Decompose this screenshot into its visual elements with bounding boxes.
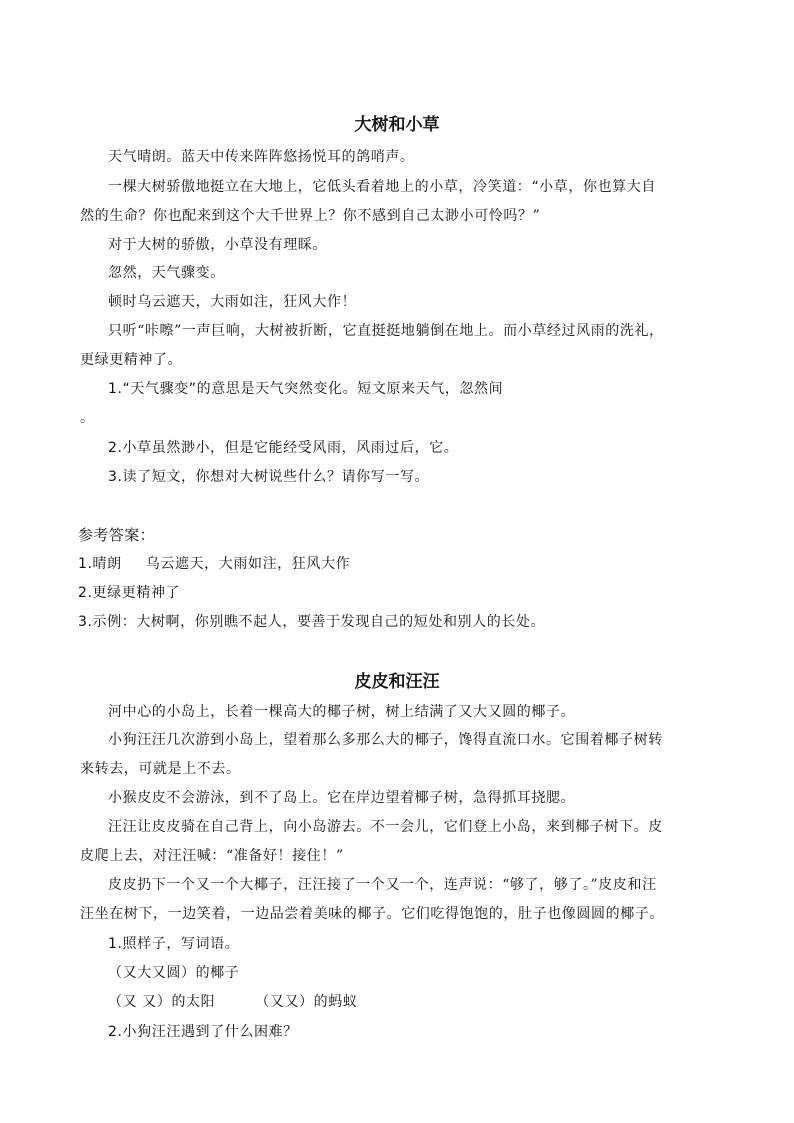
story2-question: 2.小狗汪汪遇到了什么困难？ (108, 1024, 298, 1040)
story2-paragraph: 汪汪让皮皮骑在自己背上，向小岛游去。不一会儿，它们登上小岛，来到椰子树下。皮 (108, 819, 663, 835)
answers-heading: 参考答案： (78, 526, 156, 544)
story2-paragraph: 皮爬上去，对汪汪喊：“准备好！接住！” (80, 848, 344, 864)
story2-paragraph: 来转去，可就是上不去。 (80, 761, 241, 777)
story2-paragraph: 皮皮扔下一个又一个大椰子，汪汪接了一个又一个，连声说：“够了，够了。”皮皮和汪 (108, 877, 657, 893)
story1-paragraph: 一棵大树骄傲地挺立在大地上，它低头看着地上的小草，冷笑道：“小草，你也算大自 (108, 179, 656, 195)
story2-blank: （又 又）的太阳 (108, 994, 216, 1010)
story1-question: 2.小草虽然渺小，但是它能经受风雨，风雨过后，它。 (108, 440, 459, 456)
story1-paragraph: 对于大树的骄傲，小草没有理睬。 (108, 237, 327, 253)
story2-question: 1.照样子，写词语。 (108, 936, 240, 952)
answer-item-label: 3.示例：大树啊，你别瞧不起人，要善于发现自己的短处和别人的长处。 (78, 614, 546, 630)
story2-example: （又大又圆）的椰子 (108, 965, 240, 981)
story1-question: 3.读了短文，你想对大树说些什么？请你写一写。 (108, 469, 430, 485)
story2-paragraph: 小狗汪汪几次游到小岛上，望着那么多那么大的椰子，馋得直流口水。它围着椰子树转 (108, 732, 663, 748)
story2-blank: （又又）的蚂蚁 (255, 994, 358, 1010)
answer-item-text: 乌云遮天，大雨如注，狂风大作 (145, 556, 351, 572)
story1-paragraph: 然的生命？你也配来到这个大千世界上？你不感到自己太渺小可怜吗？” (80, 208, 541, 224)
story1-paragraph: 忽然，天气骤变。 (108, 265, 225, 281)
answer-item-label: 1.晴朗 (78, 556, 122, 572)
story1-paragraph: 只听“咔嚓”一声巨响，大树被折断，它直挺挺地躺倒在地上。而小草经过风雨的洗礼， (108, 323, 664, 339)
story1-question-end: 。 (80, 410, 95, 426)
answer-item (78, 553, 350, 573)
story1-paragraph: 更绿更精神了。 (80, 352, 183, 368)
story2-paragraph: 小猴皮皮不会游泳，到不了岛上。它在岸边望着椰子树，急得抓耳挠腮。 (108, 790, 576, 806)
story1-paragraph: 天气晴朗。蓝天中传来阵阵悠扬悦耳的鸽哨声。 (108, 149, 415, 165)
answer-item-label: 2.更绿更精神了 (78, 585, 181, 601)
story2-title: 皮皮和汪汪 (354, 672, 440, 692)
answer-item (78, 611, 545, 631)
answer-item (78, 582, 180, 602)
story1-paragraph: 顿时乌云遮天，大雨如注，狂风大作！ (108, 294, 357, 310)
story1-title: 大树和小草 (354, 115, 440, 135)
story2-paragraph: 汪坐在树下，一边笑着，一边品尝着美味的椰子。它们吃得饱饱的，肚子也像圆圆的椰子。 (80, 906, 664, 922)
story2-blank-row (108, 991, 357, 1011)
story1-question: 1.“天气骤变”的意思是天气突然变化。短文原来天气，忽然间 (108, 381, 504, 397)
story2-paragraph: 河中心的小岛上，长着一棵高大的椰子树，树上结满了又大又圆的椰子。 (108, 704, 576, 720)
